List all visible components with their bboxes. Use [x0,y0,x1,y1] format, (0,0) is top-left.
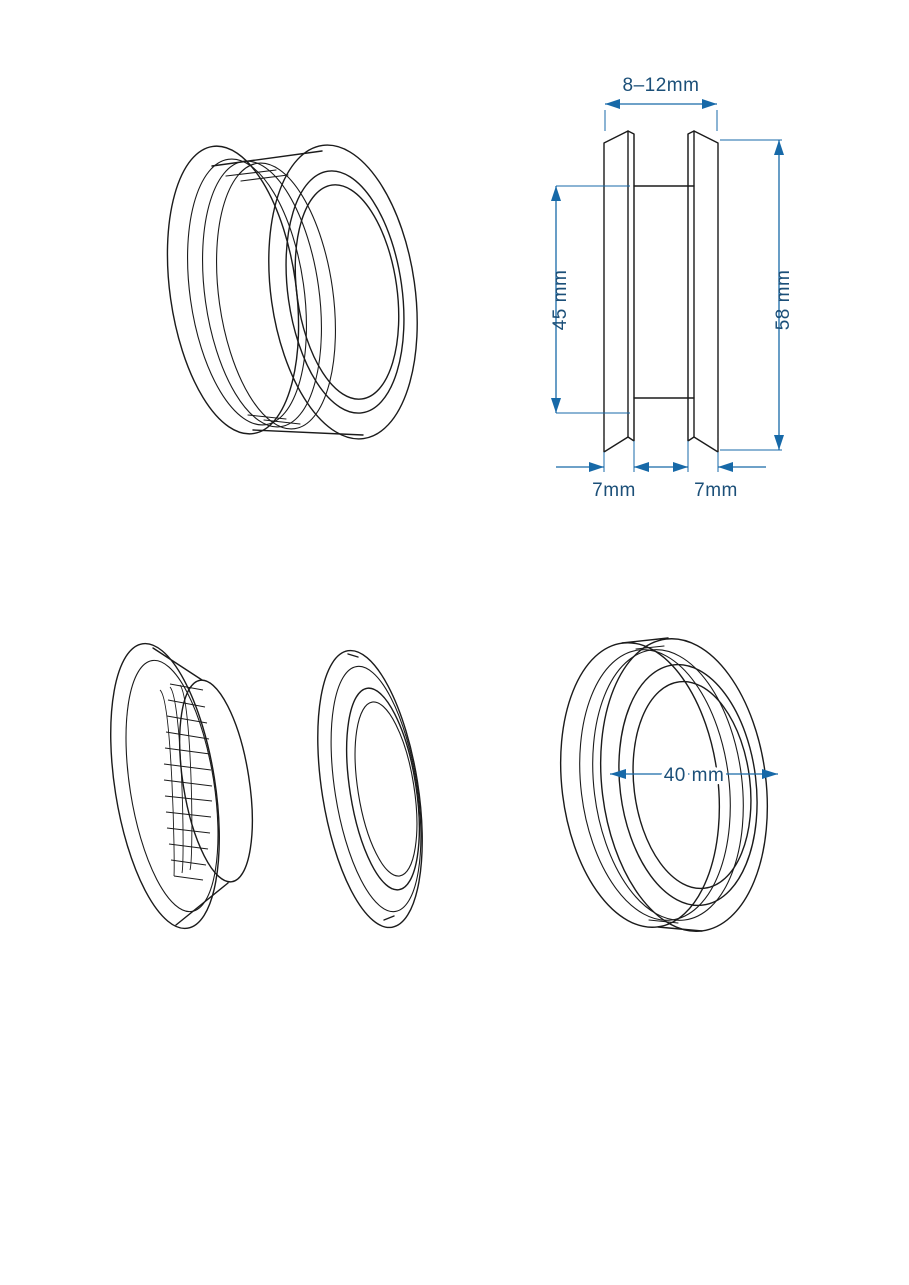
inner-height-dimension-label: 45 mm [550,269,571,331]
inner-height-dimension [550,186,630,413]
wall-thickness-dimension [605,75,717,131]
wall-thickness-dimension-label: 8–12mm [622,75,700,96]
right-flange-thickness-dimension-label: 7mm [694,480,738,501]
outer-height-dimension-label: 58 mm [773,269,794,331]
bore-diameter-dimension-label: 40 mm [663,765,725,786]
assembled-isometric-view [150,135,434,448]
left-flange-thickness-dimension [556,441,676,501]
left-flange-thickness-dimension-label: 7mm [592,480,636,501]
section-side-view [604,131,718,452]
bore-diameter-dimension [610,765,778,786]
exploded-threaded-body-view [93,636,264,936]
exploded-front-ring-view [301,643,440,935]
outer-height-dimension [720,140,794,450]
